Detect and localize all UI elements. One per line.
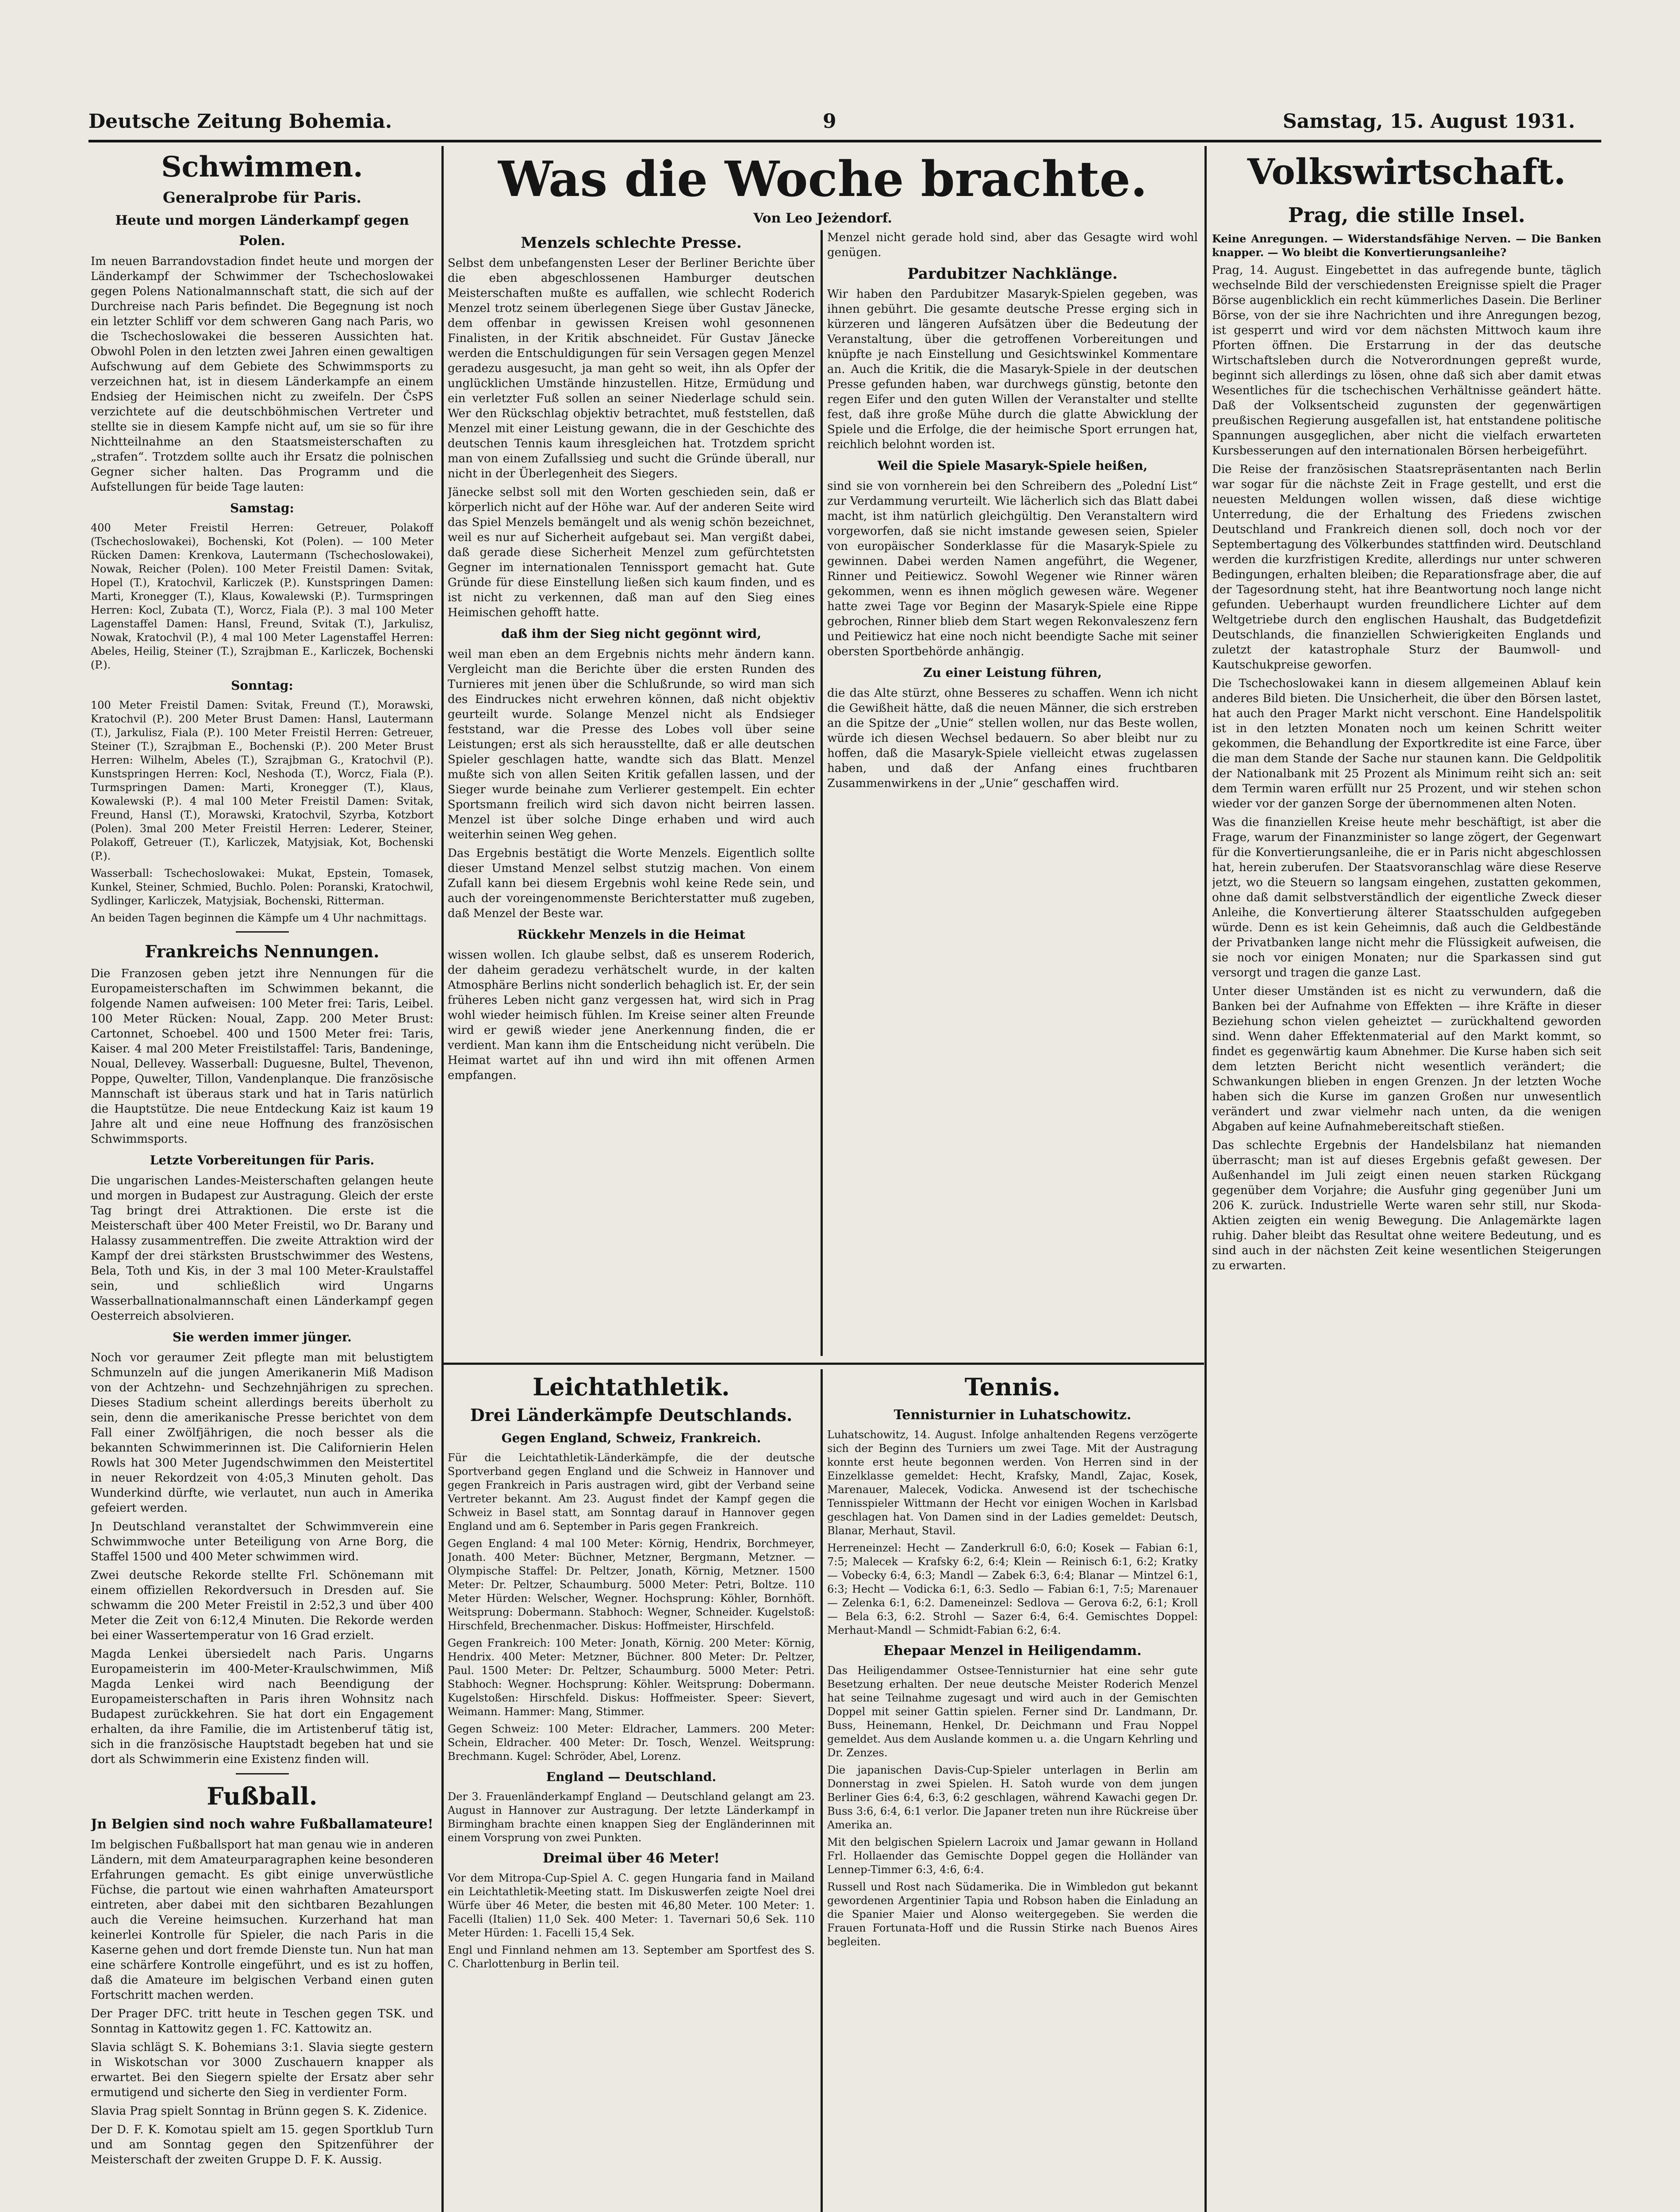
article-paragraph: Zwei deutsche Rekorde stellte Frl. Schönemann mit einem offiziellen Rekordversuch in Dresden auf. Sie schwamm die 200 Meter Freistil in 2:52,3 und über 400 Meter die Zeit von 6:12,4 Minuten. Die Rekorde werden bei einer Wassertemperatur von 16 Grad erzielt. [91,1569,433,1642]
header-rule [88,140,1601,142]
article-headline: Ehepaar Menzel in Heiligendamm. [883,1643,1142,1659]
header-paper-name: Deutsche Zeitung Bohemia. [88,110,392,133]
article-headline: Frankreichs Nennungen. [145,941,380,961]
article-paragraph: Das Ergebnis bestätigt die Worte Menzels. Eigentlich sollte dieser Umstand Menzel selbst stutzig machen. Von einem Zufall kann bei diesem Ergebnis wohl keine Rede sein, und auch der voreingenommenste Berichterstatter muß zugeben, daß Menzel der Beste war. [448,847,815,920]
article-paragraph: Der D. F. K. Komotau spielt am 15. gegen Sportklub Turn und am Sonntag gegen den Spitzenführer der Meisterschaft der zweiten Gruppe D. F. K. Aussig. [91,2123,433,2166]
article-paragraph: Im belgischen Fußballsport hat man genau wie in anderen Ländern, mit dem Amateurparagraphen keine besonderen Erfahrungen gemacht. Es gibt einige unverwüstliche Füchse, die partout wie einen wahrhaften Amateursport eintreten, aber dabei mit den sichtbaren Bezahlungen auch die Vereine heimsuchen. Kurzerhand hat man keinerlei Kontrolle für Spieler, die nach Paris in die Kaserne gehen und dort fremde Dienste tun. Nun hat man eine schärfere Kontrolle eingeführt, und es ist zu hoffen, daß die Amateure im belgischen Verband einen guten Fortschritt machen werden. [91,1838,433,2002]
column-divider [441,146,444,2212]
article-paragraph: 100 Meter Freistil Damen: Svitak, Freund (T.), Morawski, Kratochvil (P.). 200 Meter Brust Damen: Hansl, Lautermann (T.), Jarkulisz, Fiala (P.). 100 Meter Freistil Herren: Getreuer, Steiner (T.), Szrajbman E., Bochenski (P.). 200 Meter Brust Herren: Wilhelm, Abeles (T.), Szrajbman G., Kratochvil (P.). Kunstspringen Herren: Kocl, Neshoda (T.), Worcz, Fiala (P.). Turmspringen Damen: Marti, Kronegger (T.), Klaus, Kowalewski (P.). 4 mal 100 Meter Freistil Damen: Svitak, Freund, Hansl (T.), Morawski, Kratochvil, Szyrba, Kotzbort (Polen). 3mal 200 Meter Freistil Herren: Lederer, Steiner, Polakoff, Getreuer (T.), Karliczek, Matyjsiak, Kot, Bochenski (P.). [91,699,433,862]
article-paragraph: Was die finanziellen Kreise heute mehr beschäftigt, ist aber die Frage, warum der Finanzminister so lange zögert, der Gegenwart für die Konvertierungsanleihe, die er in Paris nicht abgeschlossen hat, herein zuberufen. Der Staatsvoranschlag wäre diese Reserve jetzt, wo die Steuern so langsam eingehen, zustatten gekommen, ohne daß damit selbstverständlich der eigentliche Zweck dieser Anleihe, die Konvertierung älterer Staatsschulden aufgegeben würde. Denn es ist kein Geheimnis, daß auch die Geldbestände der Privatbanken lange nicht mehr die Flüssigkeit aufweisen, die sie noch vor einigen Monaten; nur die Sparkassen sind gut versorgt und tragen die ganze Last. [1212,816,1601,979]
article-headline: Dreimal über 46 Meter! [543,1851,720,1866]
article-paragraph: Der 3. Frauenländerkampf England — Deutschland gelangt am 23. August in Hannover zur Austragung. Der letzte Länderkampf in Birmingham brachte einen knappen Sieg der Engländerinnen mit einem Vorsprung von zwei Punkten. [448,1790,815,1844]
article-paragraph: Die Tschechoslowakei kann in diesem allgemeinen Ablauf kein anderes Bild bieten. Die Unsicherheit, die über den Börsen lastet, hat auch den Prager Markt nicht verschont. Eine Handelspolitik ist in den letzten Monaten noch um keinen Schritt weiter gekommen, die Behandlung der Exportkredite ist eine Farce, über die man dem Stande der Sache nur staunen kann. Die Geldpolitik der Nationalbank mit 25 Prozent als Minimum reiht sich an: seit dem Termin waren erfüllt nur 25 Prozent, und wir stehen schon wieder vor der ganzen Sorge der übernommenen alten Noten. [1212,677,1601,810]
tennis-section [827,1371,1198,2212]
left-column [91,146,433,2212]
athletics-section [448,1371,815,2212]
article-paragraph: Die Reise der französischen Staatsrepräsentanten nach Berlin war sogar für die nächste Zeit in Frage gestellt, und erst die neuesten Meldungen wollen wissen, daß diese wichtige Unterredung, die der Erhaltung des Friedens zwischen Deutschland und Frankreich dienen soll, doch noch vor der Septembertagung des Völkerbundes stattfinden wird. Deutschland werden die kurzfristigen Kredite, allerdings nur unter schweren Bedingungen, erhalten bleiben; die Reparationsfrage aber, die auf der Tagesordnung steht, hat ihre Beantwortung noch lange nicht gefunden. Ueberhaupt wurden freundlichere Lichter auf dem Weltgetriebe durch den englischen Haushalt, das Budgetdefizit Deutschlands, die finanziellen Schwierigkeiten Englands und zuletzt der katastrophale Sturz der Baumwoll- und Kautschukpreise geworfen. [1212,463,1601,672]
article-paragraph: Die ungarischen Landes-Meisterschaften gelangen heute und morgen in Budapest zur Austragung. Gleich der erste Tag bringt drei Attraktionen. Die erste ist die Meisterschaft über 400 Meter Freistil, wo Dr. Barany und Halassy zusammentreffen. Die zweite Attraktion wird der Kampf der drei stärksten Brustschwimmer des Westens, Bela, Toth und Kis, in der 3 mal 100 Meter-Kraulstaffel sein, und schließlich wird Ungarns Wasserballnationalmannschaft einen Länderkampf gegen Oesterreich absolvieren. [91,1174,433,1323]
article-paragraph: Magda Lenkei übersiedelt nach Paris. Ungarns Europameisterin im 400-Meter-Kraulschwimmen, Miß Magda Lenkei wird nach Beendigung der Europameisterschaften in Paris ihren Wohnsitz nach Budapest zurückkehren. Sie hat dort ein Engagement erhalten, da ihre Familie, die im Artistenberuf tätig ist, sich in die französische Hauptstadt begeben hat und sie dort als Schwimmerin eine Existenz finden will. [91,1647,433,1766]
article-headline: Drei Länderkämpfe Deutschlands. [470,1405,793,1425]
section-divider [442,1363,1204,1365]
article-subheadline: daß ihm der Sieg nicht gegönnt wird, [501,626,761,641]
economy-title: Volkswirtschaft. [1247,151,1566,192]
article-subheadline: Rückkehr Menzels in die Heimat [517,927,745,942]
column-divider [1204,146,1207,2212]
article-paragraph: Engl und Finnland nehmen am 13. September am Sportfest des S. C. Charlottenburg in Berlin teil. [448,1944,815,1970]
weekly-review-col-b [827,230,1198,1358]
section-subtitle: Samstag: [230,501,294,515]
article-paragraph: Wasserball: Tschechoslowakei: Mukat, Epstein, Tomasek, Kunkel, Steiner, Schmied, Buchlo. Polen: Poranski, Kratochwil, Sydlinger, Karliczek, Matyjsiak, Bochenski, Ritterman. [91,867,433,907]
article-paragraph: Gegen Schweiz: 100 Meter: Eldracher, Lammers. 200 Meter: Schein, Eldracher. 400 Meter: Dr. Tosch, Wenzel. Weitsprung: Brechmann. Kugel: Schröder, Abel, Lorenz. [448,1723,815,1763]
article-subheadline: Gegen England, Schweiz, Frankreich. [501,1431,761,1445]
article-headline: Jn Belgien sind noch wahre Fußballamateure! [91,1816,433,1832]
short-rule [236,1773,289,1774]
article-paragraph: Jn Deutschland veranstaltet der Schwimmverein eine Schwimmwoche unter Beteiligung von Arne Borg, die Staffel 1500 und 400 Meter schwimmen wird. [91,1520,433,1563]
article-paragraph: Der Prager DFC. tritt heute in Teschen gegen TSK. und Sonntag in Kattowitz gegen 1. FC. Kattowitz an. [91,2007,433,2035]
article-paragraph: Herreneinzel: Hecht — Zanderkrull 6:0, 6:0; Kosek — Fabian 6:1, 7:5; Malecek — Krafsky 6:2, 6:4; Klein — Reinisch 6:1, 6:2; Kratky — Vobecky 6:4, 6:3; Mandl — Zabek 6:3, 6:4; Blanar — Mintzel 6:1, 6:3; Hecht — Vodicka 6:1, 6:3. Sedlo — Fabian 6:1, 7:5; Marenauer — Zelenka 6:1, 6:2. Dameneinzel: Sedlova — Gerova 6:2, 6:1; Kroll — Bela 6:3, 6:2. Strohl — Sazer 6:4, 6:4. Gemischtes Doppel: Merhaut-Mandl — Schmidt-Fabian 6:2, 6:4. [827,1542,1198,1636]
article-paragraph: Die Franzosen geben jetzt ihre Nennungen für die Europameisterschaften im Schwimmen bekannt, die folgende Namen aufweisen: 100 Meter frei: Taris, Leibel. 100 Meter Rücken: Noual, Zapp. 200 Meter Brust: Cartonnet, Schoebel. 400 und 1500 Meter frei: Taris, Kaiser. 4 mal 200 Meter Freistilstaffel: Taris, Bandeninge, Noual, Dellevey. Wasserball: Duguesne, Bultel, Thevenon, Poppe, Quwelter, Tillon, Vandenplanque. Die französische Mannschaft ist überaus stark und hat in Taris natürlich die Hauptstütze. Die neue Entdeckung Kaiz ist kaum 19 Jahre alt und eine neue Hoffnung des französischen Schwimmsports. [91,967,433,1146]
article-paragraph: Die japanischen Davis-Cup-Spieler unterlagen in Berlin am Donnerstag in zwei Spielen. H. Satoh wurde von dem jungen Berliner Gies 6:4, 6:3, 6:2 geschlagen, während Kawachi gegen Dr. Buss 3:6, 6:4, 6:1 verlor. Die Japaner treten nun ihre Rückreise über Amerika an. [827,1764,1198,1831]
swimming-title: Schwimmen. [161,150,363,184]
article-paragraph: Das schlechte Ergebnis der Handelsbilanz hat niemanden überrascht; man ist auf dieses Ergebnis gefaßt gewesen. Der Außenhandel im Juli zeigt einen neuen starken Rückgang gegenüber dem Vorjahre; die Ausfuhr ging gegenüber Juni um 206 K. zurück. Industrielle Werte waren sehr still, nur Skoda-Aktien zeigten ein wenig Bewegung. Die Anlagemärkte lagen ruhig. Daher bleibt das Resultat ohne weitere Bedeutung, und es sind auch in der nächsten Zeit keine wesentlichen Steigerungen zu erwarten. [1212,1139,1601,1272]
article-paragraph: Noch vor geraumer Zeit pflegte man mit belustigtem Schmunzeln auf die jungen Amerikanerin Miß Madison von der Achtzehn- und Sechzehnjährigen zu sprechen. Dieses Stadium scheint allerdings bereits überholt zu sein, denn die amerikanische Presse berichtet von dem Fall einer Zwölfjährigen, die noch besser als die bekannten Schwimmerinnen ist. Die Californierin Helen Rowls hat 300 Meter Jugendschwimmen den Meistertitel in neuer Rekordzeit von 4:05,3 Minuten geholt. Das Wunderkind dürfte, wie verlautet, nun auch in Amerika gefeiert werden. [91,1351,433,1515]
article-paragraph: Im neuen Barrandovstadion findet heute und morgen der Länderkampf der Schwimmer der Tschechoslowakei gegen Polens Nationalmannschaft statt, die sich auf der Durchreise nach Paris befindet. Die Begegnung ist noch ein letzter Schliff vor dem schweren Gang nach Paris, wo die Tschechoslowakei die besseren Aussichten hat. Obwohl Polen in den letzten zwei Jahren einen gewaltigen Aufschwung auf dem Gebiete des Schwimmsports zu verzeichnen hat, ist in diesem Länderkampfe an einem Endsieg der Heimischen nicht zu zweifeln. Der ČsPS verzichtete auf die deutschböhmischen Vertreter und stellte sie in diesem Kampfe nicht auf, um sie so für ihre Nichtteilnahme an den Staatsmeisterschaften zu „strafen“. Trotzdem sollte auch ihr Ersatz die polnischen Gegner sicher halten. Das Programm und die Aufstellungen für beide Tage lauten: [91,255,433,494]
article-paragraph: weil man eben an dem Ergebnis nichts mehr ändern kann. Vergleicht man die Berichte über die ersten Runden des Turnieres mit jenen über die Schlußrunde, so wird man sich des Eindruckes nicht erwehren können, daß nicht objektiv geurteilt wurde. Solange Menzel nicht als Endsieger feststand, war die Presse des Lobes voll über seine Leistungen; erst als sich herausstellte, daß er alle deutschen Spieler geschlagen hatte, wandte sich das Blatt. Menzel mußte sich von allen Seiten Kritik gefallen lassen, und der Sieger wurde beinahe zum Verlierer gestempelt. Ein echter Sportsmann freilich wird sich davon nicht beirren lassen. Menzel ist über solche Dinge erhaben und wird auch weiterhin seinen Weg gehen. [448,648,815,841]
article-subheadline: Heute und morgen Länderkampf gegen Polen. [115,213,409,249]
article-paragraph: 400 Meter Freistil Herren: Getreuer, Polakoff (Tschechoslowakei), Bochenski, Kot (Polen). — 100 Meter Rücken Damen: Krenkova, Lautermann (Tschechoslowakei), Nowak, Reicher (Polen). 100 Meter Freistil Damen: Svitak, Hopel (T.), Kratochvil, Karliczek (P.). Kunstspringen Damen: Marti, Kronegger (T.), Klaus, Kowalewski (P.). Turmspringen Herren: Kocl, Zubata (T.), Worcz, Fiala (P.). 3 mal 100 Meter Lagenstaffel Damen: Hansl, Freund, Svitak (T.), Jarkulisz, Nowak, Kratochvil (P.), 4 mal 100 Meter Lagenstaffel Herren: Abeles, Heilig, Steiner (T.), Szrajbman E., Karliczek, Bochenski (P.). [91,522,433,671]
article-paragraph: Mit den belgischen Spielern Lacroix und Jamar gewann in Holland Frl. Hollaender das Gemischte Doppel gegen die Holländer van Lennep-Timmer 6:3, 4:6, 6:4. [827,1836,1198,1876]
article-paragraph: Vor dem Mitropa-Cup-Spiel A. C. gegen Hungaria fand in Mailand ein Leichtathletik-Meeting statt. Im Diskuswerfen zeigte Noel drei Würfe über 46 Meter, die besten mit 46,80 Meter. 100 Meter: 1. Facelli (Italien) 11,0 Sek. 400 Meter: 1. Tavernari 50,6 Sek. 110 Meter Hürden: 1. Facelli 15,4 Sek. [448,1872,815,1939]
byline: Von Leo Jeżendorf. [753,211,892,226]
article-paragraph: sind sie von vornherein bei den Schreibern des „Polední List“ zur Verdammung verurteilt. Wie lächerlich sich das Blatt dabei macht, ist ihm natürlich gleichgültig. Den Veranstaltern wird vorgeworfen, daß sie nicht imstande gewesen seien, Spieler von europäischer Sonderklasse für die Masaryk-Spiele zu gewinnen. Dabei werden Namen angeführt, die Wegener, Rinner und Peitiewicz. Sowohl Wegener wie Rinner wären gekommen, wenn es ihnen möglich gewesen wäre. Wegener hatte zwei Tage vor Beginn der Masaryk-Spiele eine Rippe gebrochen, Rinner blieb dem Start wegen Rekonvaleszenz fern und Peitiewicz hat eine noch nicht beendigte Sache mit seiner obersten Sportbehörde anhängig. [827,480,1198,658]
article-paragraph: Jänecke selbst soll mit den Worten geschieden sein, daß er körperlich nicht auf der Höhe war. Auf der anderen Seite wird das Spiel Menzels bemängelt und als wenig schön bezeichnet, weil es nur auf Sicherheit aufgebaut sei. Man vergißt dabei, daß gerade diese Sicherheit Menzel zum gefürchtetsten Gegner im internationalen Tennissport gemacht hat. Gute Gründe für diese Einstellung ließen sich kaum finden, und es ist nicht zu verkennen, daß man auf den Sieg eines Heimischen gehofft hatte. [448,486,815,619]
article-paragraph: Luhatschowitz, 14. August. Infolge anhaltenden Regens verzögerte sich der Beginn des Turniers um zwei Tage. Mit der Austragung konnte erst heute begonnen werden. Von Herren sind in der Einzelklasse gemeldet: Hecht, Krafsky, Mandl, Zajac, Kosek, Marenauer, Malecek, Vodicka. Anwesend ist der tschechische Tennisspieler Wittmann der Hecht vor einigen Wochen in Karlsbad geschlagen hat. Von Damen sind in der Ladies gemeldet: Deutsch, Blanar, Merhaut, Stavil. [827,1429,1198,1537]
article-headline: Prag, die stille Insel. [1288,203,1526,227]
article-paragraph: Slavia schlägt S. K. Bohemians 3:1. Slavia siegte gestern in Wiskotschan vor 3000 Zuschauern knapper als erwartet. Bei den Siegern spielte der Ersatz aber sehr ermutigend und sicherte den Sieg in verdienter Form. [91,2041,433,2099]
tennis-title: Tennis. [964,1373,1061,1401]
article-headline: England — Deutschland. [546,1770,717,1784]
article-headline: Tennisturnier in Luhatschowitz. [894,1407,1132,1423]
article-paragraph: Slavia Prag spielt Sonntag in Brünn gegen S. K. Zidenice. [91,2104,427,2118]
article-paragraph: Für die Leichtathletik-Länderkämpfe, die der deutsche Sportverband gegen England und die Schweiz in Hannover und gegen Frankreich in Paris austragen wird, gibt der Verband seine Vertreter bekannt. Am 23. August findet der Kampf gegen die Schweiz in Basel statt, am Sonntag darauf in Hannover gegen England und am 6. September in Paris gegen Frankreich. [448,1452,815,1532]
weekly-review-title: Was die Woche brachte. [498,150,1147,207]
economy-column [1212,146,1601,2212]
column-divider [821,1369,823,2212]
article-subheadline: Zu einer Leistung führen, [923,665,1102,680]
article-paragraph: Unter dieser Umständen ist es nicht zu verwundern, daß die Banken bei der Aufnahme von Effekten — ihre Kräfte in dieser Beziehung schon vielen geheiztet — zurückhaltend geworden sind. Wenn daher Effektenmaterial auf den Markt kommt, so findet es gegenwärtig kaum Abnehmer. Die Kurse haben sich seit dem letzten Bericht nicht wesentlich verändert; die Schwankungen blieben in engen Grenzen. Jn der letzten Woche haben sich die Kurse im ganzen Großen nur unwesentlich verändert und zwar vielmehr nach unten, da die wenigen Abgaben auf keine Aufnahmebereitschaft stießen. [1212,985,1601,1133]
article-summary: Keine Anregungen. — Widerstandsfähige Nerven. — Die Banken knapper. — Wo bleibt die Konvertierungsanleihe? [1212,232,1601,259]
football-title: Fußball. [207,1782,318,1810]
article-paragraph: wissen wollen. Ich glaube selbst, daß es unserem Roderich, der daheim geradezu verhätschelt wurde, in der kalten Atmosphäre Berlins nicht sonderlich behaglich ist. Er, der sein früheres Leben nicht ganz vergessen hat, wird sich in Prag wohl wieder heimisch fühlen. Im Kreise seiner alten Freunde wird er gewiß wieder jene Anerkennung finden, die er verdient. Man kann ihm die Entscheidung nicht verübeln. Die Heimat wartet auf ihn und wird ihn mit offenen Armen empfangen. [448,949,815,1082]
header-date: Samstag, 15. August 1931. [1283,110,1575,133]
article-headline: Sie werden immer jünger. [173,1330,352,1344]
article-paragraph: Selbst dem unbefangensten Leser der Berliner Berichte über die eben abgeschlossenen Hamburger deutschen Meisterschaften mußte es auffallen, wie schlecht Roderich Menzel trotz seinem überlegenen Siege über Gustav Jänecke, dem offenbar in gewissen Kreisen wohl gesonnenen Finalisten, in der Kritik abschneidet. Für Gustav Jänecke werden die Entschuldigungen für sein Versagen gegen Menzel geradezu ausgesucht, ja man geht so weit, ihn als Opfer der unglücklichen Umstände hinzustellen. Hitze, Ermüdung und ein verletzter Fuß sollen an seiner Niederlage schuld sein. Wer den Rückschlag objektiv betrachtet, muß feststellen, daß Menzel mit einer Leistung gewann, die in der Geschichte des deutschen Tennis kaum ihresgleichen hat. Trotzdem spricht man von einem Zufallssieg und sucht die Gründe überall, nur nicht in der Überlegenheit des Siegers. [448,257,815,480]
header-page-number: 9 [823,110,836,133]
article-paragraph: Gegen England: 4 mal 100 Meter: Körnig, Hendrix, Borchmeyer, Jonath. 400 Meter: Büchner, Metzner, Bergmann, Metzner. — Olympische Staffel: Dr. Peltzer, Jonath, Körnig, Metzner. 1500 Meter: Dr. Peltzer, Schaumburg. 5000 Meter: Petri, Boltze. 110 Meter Hürden: Welscher, Wegner. Hochsprung: Köhler, Bornhöft. Weitsprung: Dobermann. Stabhoch: Wegner, Schneider. Kugelstoß: Hirschfeld, Brechenmacher. Diskus: Hoffmeister, Hirschfeld. [448,1537,815,1632]
short-rule [236,931,289,933]
article-paragraph: Das Heiligendammer Ostsee-Tennisturnier hat eine sehr gute Besetzung erhalten. Der neue deutsche Meister Roderich Menzel hat seine Teilnahme zugesagt und wird auch in der Gemischten Doppel mit seiner Gattin spielen. Ferner sind Dr. Landmann, Dr. Buss, Heinemann, Henkel, Dr. Deichmann und Frau Noppel gemeldet. Aus dem Auslande kommen u. a. die Ungarn Kehrling und Dr. Zenzes. [827,1664,1198,1759]
article-paragraph: Menzel nicht gerade hold sind, aber das Gesagte wird wohl genügen. [827,231,1198,259]
article-headline: Letzte Vorbereitungen für Paris. [150,1153,375,1167]
article-subheadline: Weil die Spiele Masaryk-Spiele heißen, [877,458,1148,473]
section-subtitle: Sonntag: [231,678,293,693]
article-paragraph: Russell und Rost nach Südamerika. Die in Wimbledon gut bekannt gewordenen Argentinier Tapia und Robson haben die Einladung an die Spanier Maier und Alonso weitergegeben. Sie werden die Frauen Fortunata-Hoff und die Russin Stirke nach Buenos Aires begleiten. [827,1881,1198,1948]
article-headline: Menzels schlechte Presse. [521,234,742,252]
article-paragraph: Prag, 14. August. Eingebettet in das aufregende bunte, täglich wechselnde Bild der verschiedensten Ereignisse spielt die Prager Börse augenblicklich ein recht kümmerliches Dasein. Die Berliner Börse, von der sie ihre Nachrichten und ihre Anregungen bezog, ist gesperrt und wird vor dem nächsten Mittwoch kaum ihre Pforten öffnen. Die Erstarrung in der das deutsche Wirtschaftsleben durch die Notverordnungen gepreßt wurde, beginnt sich allerdings zu lösen, ohne daß sich aber damit etwas Wesentliches für die tschechischen Verhältnisse geändert hätte. Daß der Volksentscheid zugunsten der gegenwärtigen preußischen Regierung ausgefallen ist, hat entstandene politische Spannungen ausgeglichen, aber nicht die vielfach erwarteten Kursbesserungen auf den internationalen Börsen herbeigeführt. [1212,264,1601,457]
article-headline: Pardubitzer Nachklänge. [907,265,1118,283]
article-paragraph: die das Alte stürzt, ohne Besseres zu schaffen. Wenn ich nicht die Gewißheit hätte, daß die neuen Männer, die sich erstreben an die Spitze der „Unie“ stellen wollen, nur das Beste wollen, würde ich diesen Wechsel bedauern. So aber bleibt nur zu hoffen, daß die Masaryk-Spiele vielleicht etwas zugelassen haben, und daß der Anfang eines fruchtbaren Zusammenwirkens in der „Unie“ geschaffen wird. [827,687,1198,790]
article-paragraph: An beiden Tagen beginnen die Kämpfe um 4 Uhr nachmittags. [91,912,427,924]
article-paragraph: Wir haben den Pardubitzer Masaryk-Spielen gegeben, was ihnen gebührt. Die gesamte deutsche Presse erging sich in kürzeren und längeren Aufsätzen über die Bedeutung der Veranstaltung, über die getroffenen Vorbereitungen und knüpfte je nach Einstellung und Gesichtswinkel Kommentare an. Auch die Kritik, die die Masaryk-Spiele in der deutschen Presse gefunden haben, war durchwegs günstig, betonte den regen Eifer und den guten Willen der Veranstalter und stellte fest, daß ihre große Mühe durch die glatte Abwicklung der Spiele und die Erfolge, die der heimische Sport errungen hat, reichlich belohnt worden ist. [827,288,1198,451]
weekly-review-col-a [448,230,815,1358]
athletics-title: Leichtathletik. [533,1373,730,1401]
article-paragraph: Gegen Frankreich: 100 Meter: Jonath, Körnig. 200 Meter: Körnig, Hendrix. 400 Meter: Metzner, Büchner. 800 Meter: Dr. Peltzer, Paul. 1500 Meter: Dr. Peltzer, Schaumburg. 5000 Meter: Petri. Stabhoch: Wegner. Hochsprung: Köhler. Weitsprung: Dobermann. Kugelstoßen: Hirschfeld. Diskus: Hoffmeister. Speer: Sievert, Weimann. Hammer: Mang, Stimmer. [448,1637,815,1718]
article-headline: Generalprobe für Paris. [162,189,362,207]
